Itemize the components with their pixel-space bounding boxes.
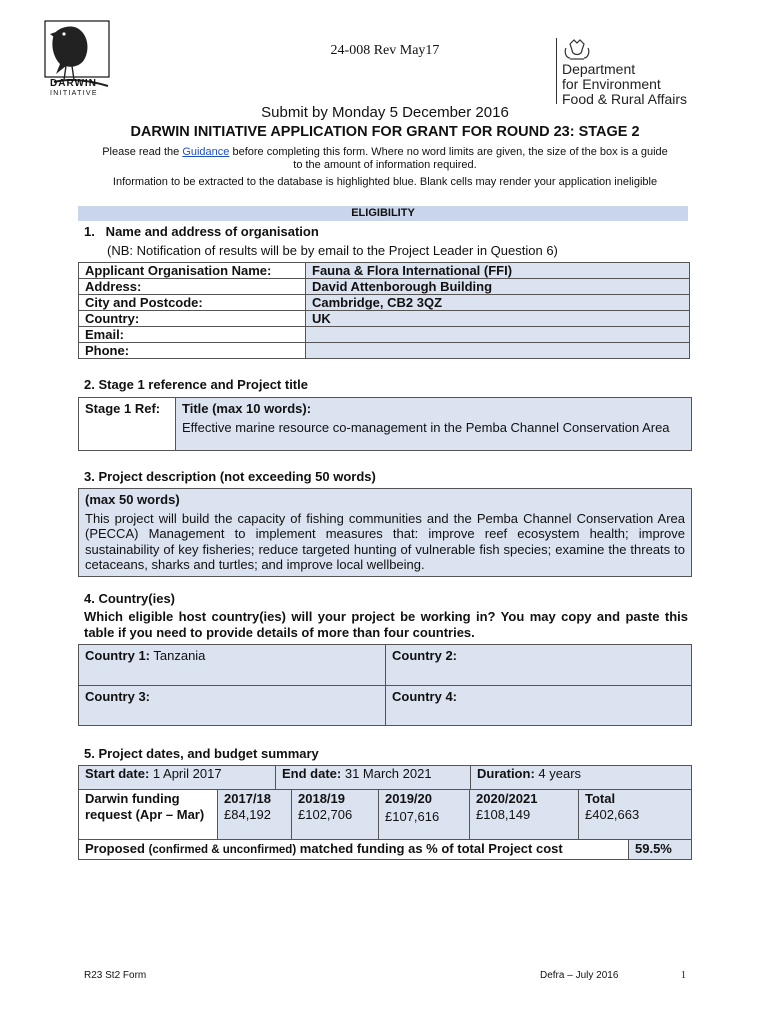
- matched-text: Proposed: [85, 841, 149, 856]
- budget-amount[interactable]: £107,616: [385, 809, 440, 824]
- address-field[interactable]: David Attenborough Building: [306, 279, 690, 295]
- table-row: [79, 766, 692, 790]
- funding-label: Darwin funding request (Apr – Mar): [79, 790, 218, 840]
- budget-year-cell[interactable]: [379, 790, 470, 840]
- organisation-table: [78, 262, 690, 359]
- q2-heading: 2. Stage 1 reference and Project title: [84, 377, 308, 392]
- country-4-cell[interactable]: [386, 686, 692, 726]
- q4-question: Which eligible host country(ies) will your project be working in? You may copy and paste this table if you need to provide details of more than four countries.: [84, 609, 688, 640]
- table-row: [79, 311, 690, 327]
- budget-amount[interactable]: £402,663: [585, 807, 640, 822]
- country-3-cell[interactable]: [79, 686, 386, 726]
- org-name-field[interactable]: Fauna & Flora International (FFI): [306, 263, 690, 279]
- defra-logo-text: [562, 62, 687, 107]
- countries-table: [78, 644, 692, 726]
- description-table: [78, 488, 692, 577]
- table-row: [79, 840, 692, 860]
- description-field[interactable]: This project will build the capacity of fishing communities and the Pemba Channel Conservation Area (PECCA) Management to implement measures that: improve reef ecosystem health; improve sustainability of key fisheries; reduce targeted hunting of vulnerable fish species; examine the threats to cetaceans, sharks and turtles; and improve local wellbeing.: [85, 510, 685, 572]
- instructions-line-2: to the amount of information required.: [293, 159, 477, 171]
- country-1-value[interactable]: Tanzania: [150, 648, 206, 663]
- table-row: [79, 343, 690, 359]
- budget-year: 2018/19: [298, 791, 345, 806]
- budget-year: 2017/18: [224, 791, 271, 806]
- table-row: [79, 790, 692, 840]
- matched-funding-value[interactable]: 59.5%: [629, 840, 692, 860]
- instructions-text: Please read the: [102, 146, 183, 158]
- q1-heading: 1. Name and address of organisation: [84, 224, 319, 239]
- country-1-cell[interactable]: [79, 645, 386, 686]
- defra-divider: [556, 38, 557, 104]
- budget-amount[interactable]: £108,149: [476, 807, 531, 822]
- defra-line: Department: [562, 61, 636, 77]
- org-label: Applicant Organisation Name:: [79, 263, 306, 279]
- end-date-label: End date:: [282, 766, 342, 781]
- description-label: (max 50 words): [85, 492, 180, 507]
- q4-heading: 4. Country(ies): [84, 591, 176, 606]
- budget-year: 2019/20: [385, 791, 432, 806]
- project-title-field[interactable]: Effective marine resource co-management in the Pemba Channel Conservation Area: [182, 420, 670, 435]
- phone-field[interactable]: [306, 343, 690, 359]
- city-postcode-field[interactable]: Cambridge, CB2 3QZ: [306, 295, 690, 311]
- page-title: DARWIN INITIATIVE APPLICATION FOR GRANT FOR ROUND 23: STAGE 2: [130, 124, 640, 140]
- footer-date: Defra – July 2016: [540, 970, 619, 981]
- defra-line: Food & Rural Affairs: [562, 91, 688, 107]
- country-field[interactable]: UK: [306, 311, 690, 327]
- instructions-line-1: [80, 145, 690, 159]
- country-label: Country 2:: [392, 648, 457, 663]
- table-row: [79, 279, 690, 295]
- email-field[interactable]: [306, 327, 690, 343]
- budget-year: 2020/2021: [476, 791, 538, 806]
- dates-table: [78, 765, 692, 790]
- country-label: Country 1:: [85, 648, 150, 663]
- budget-year-cell[interactable]: [218, 790, 292, 840]
- table-row: [79, 295, 690, 311]
- logo-subtitle: INITIATIVE: [50, 90, 98, 97]
- budget-amount[interactable]: £84,192: [224, 807, 271, 822]
- start-date-value[interactable]: 1 April 2017: [149, 766, 222, 781]
- country-2-cell[interactable]: [386, 645, 692, 686]
- stage1-table: [78, 397, 692, 451]
- table-row: [79, 645, 692, 686]
- country-label: Country 3:: [85, 689, 150, 704]
- defra-line: for Environment: [562, 76, 661, 92]
- submit-deadline: Submit by Monday 5 December 2016: [261, 104, 509, 121]
- matched-text-small: (confirmed & unconfirmed): [148, 844, 297, 856]
- q1-note: (NB: Notification of results will be by email to the Project Leader in Question 6): [107, 243, 558, 258]
- stage1-ref-label: Stage 1 Ref:: [79, 398, 176, 451]
- instructions-line-3: Information to be extracted to the database is highlighted blue. Blank cells may render your application ineligible: [112, 176, 658, 188]
- budget-year-cell[interactable]: [292, 790, 379, 840]
- country-label: Country 4:: [392, 689, 457, 704]
- budget-amount[interactable]: £102,706: [298, 807, 353, 822]
- eligibility-heading: ELIGIBILITY: [78, 206, 688, 221]
- duration-cell[interactable]: [471, 766, 692, 790]
- org-label: Country:: [79, 311, 306, 327]
- duration-label: Duration:: [477, 766, 535, 781]
- q5-heading: 5. Project dates, and budget summary: [84, 746, 319, 761]
- start-date-cell[interactable]: [79, 766, 276, 790]
- guidance-link[interactable]: Guidance: [182, 146, 230, 158]
- revision-label: 24-008 Rev May17: [330, 43, 440, 58]
- matched-text: matched funding as % of total Project cost: [296, 841, 563, 856]
- end-date-value[interactable]: 31 March 2021: [341, 766, 432, 781]
- matched-funding-table: [78, 839, 692, 860]
- q3-heading: 3. Project description (not exceeding 50 words): [84, 469, 376, 484]
- budget-table: [78, 789, 692, 840]
- footer-form-label: R23 St2 Form: [84, 970, 147, 981]
- table-row: [79, 327, 690, 343]
- org-label: Email:: [79, 327, 306, 343]
- end-date-cell[interactable]: [276, 766, 471, 790]
- budget-year: Total: [585, 791, 616, 806]
- table-row: [79, 686, 692, 726]
- instructions-text: before completing this form. Where no word limits are given, the size of the box is a guide: [229, 146, 668, 158]
- org-label: City and Postcode:: [79, 295, 306, 311]
- matched-funding-label: [79, 840, 629, 860]
- royal-crest-icon: [562, 38, 592, 62]
- page-number: 1: [681, 970, 686, 981]
- title-label: Title (max 10 words):: [182, 401, 312, 416]
- logo-word: DARWIN: [50, 78, 97, 89]
- org-label: Address:: [79, 279, 306, 295]
- duration-value[interactable]: 4 years: [534, 766, 582, 781]
- budget-year-cell[interactable]: [470, 790, 579, 840]
- table-row: [79, 263, 690, 279]
- project-title-cell[interactable]: [176, 398, 692, 451]
- description-cell[interactable]: [79, 489, 692, 577]
- start-date-label: Start date:: [85, 766, 150, 781]
- budget-total-cell[interactable]: [579, 790, 692, 840]
- org-label: Phone:: [79, 343, 306, 359]
